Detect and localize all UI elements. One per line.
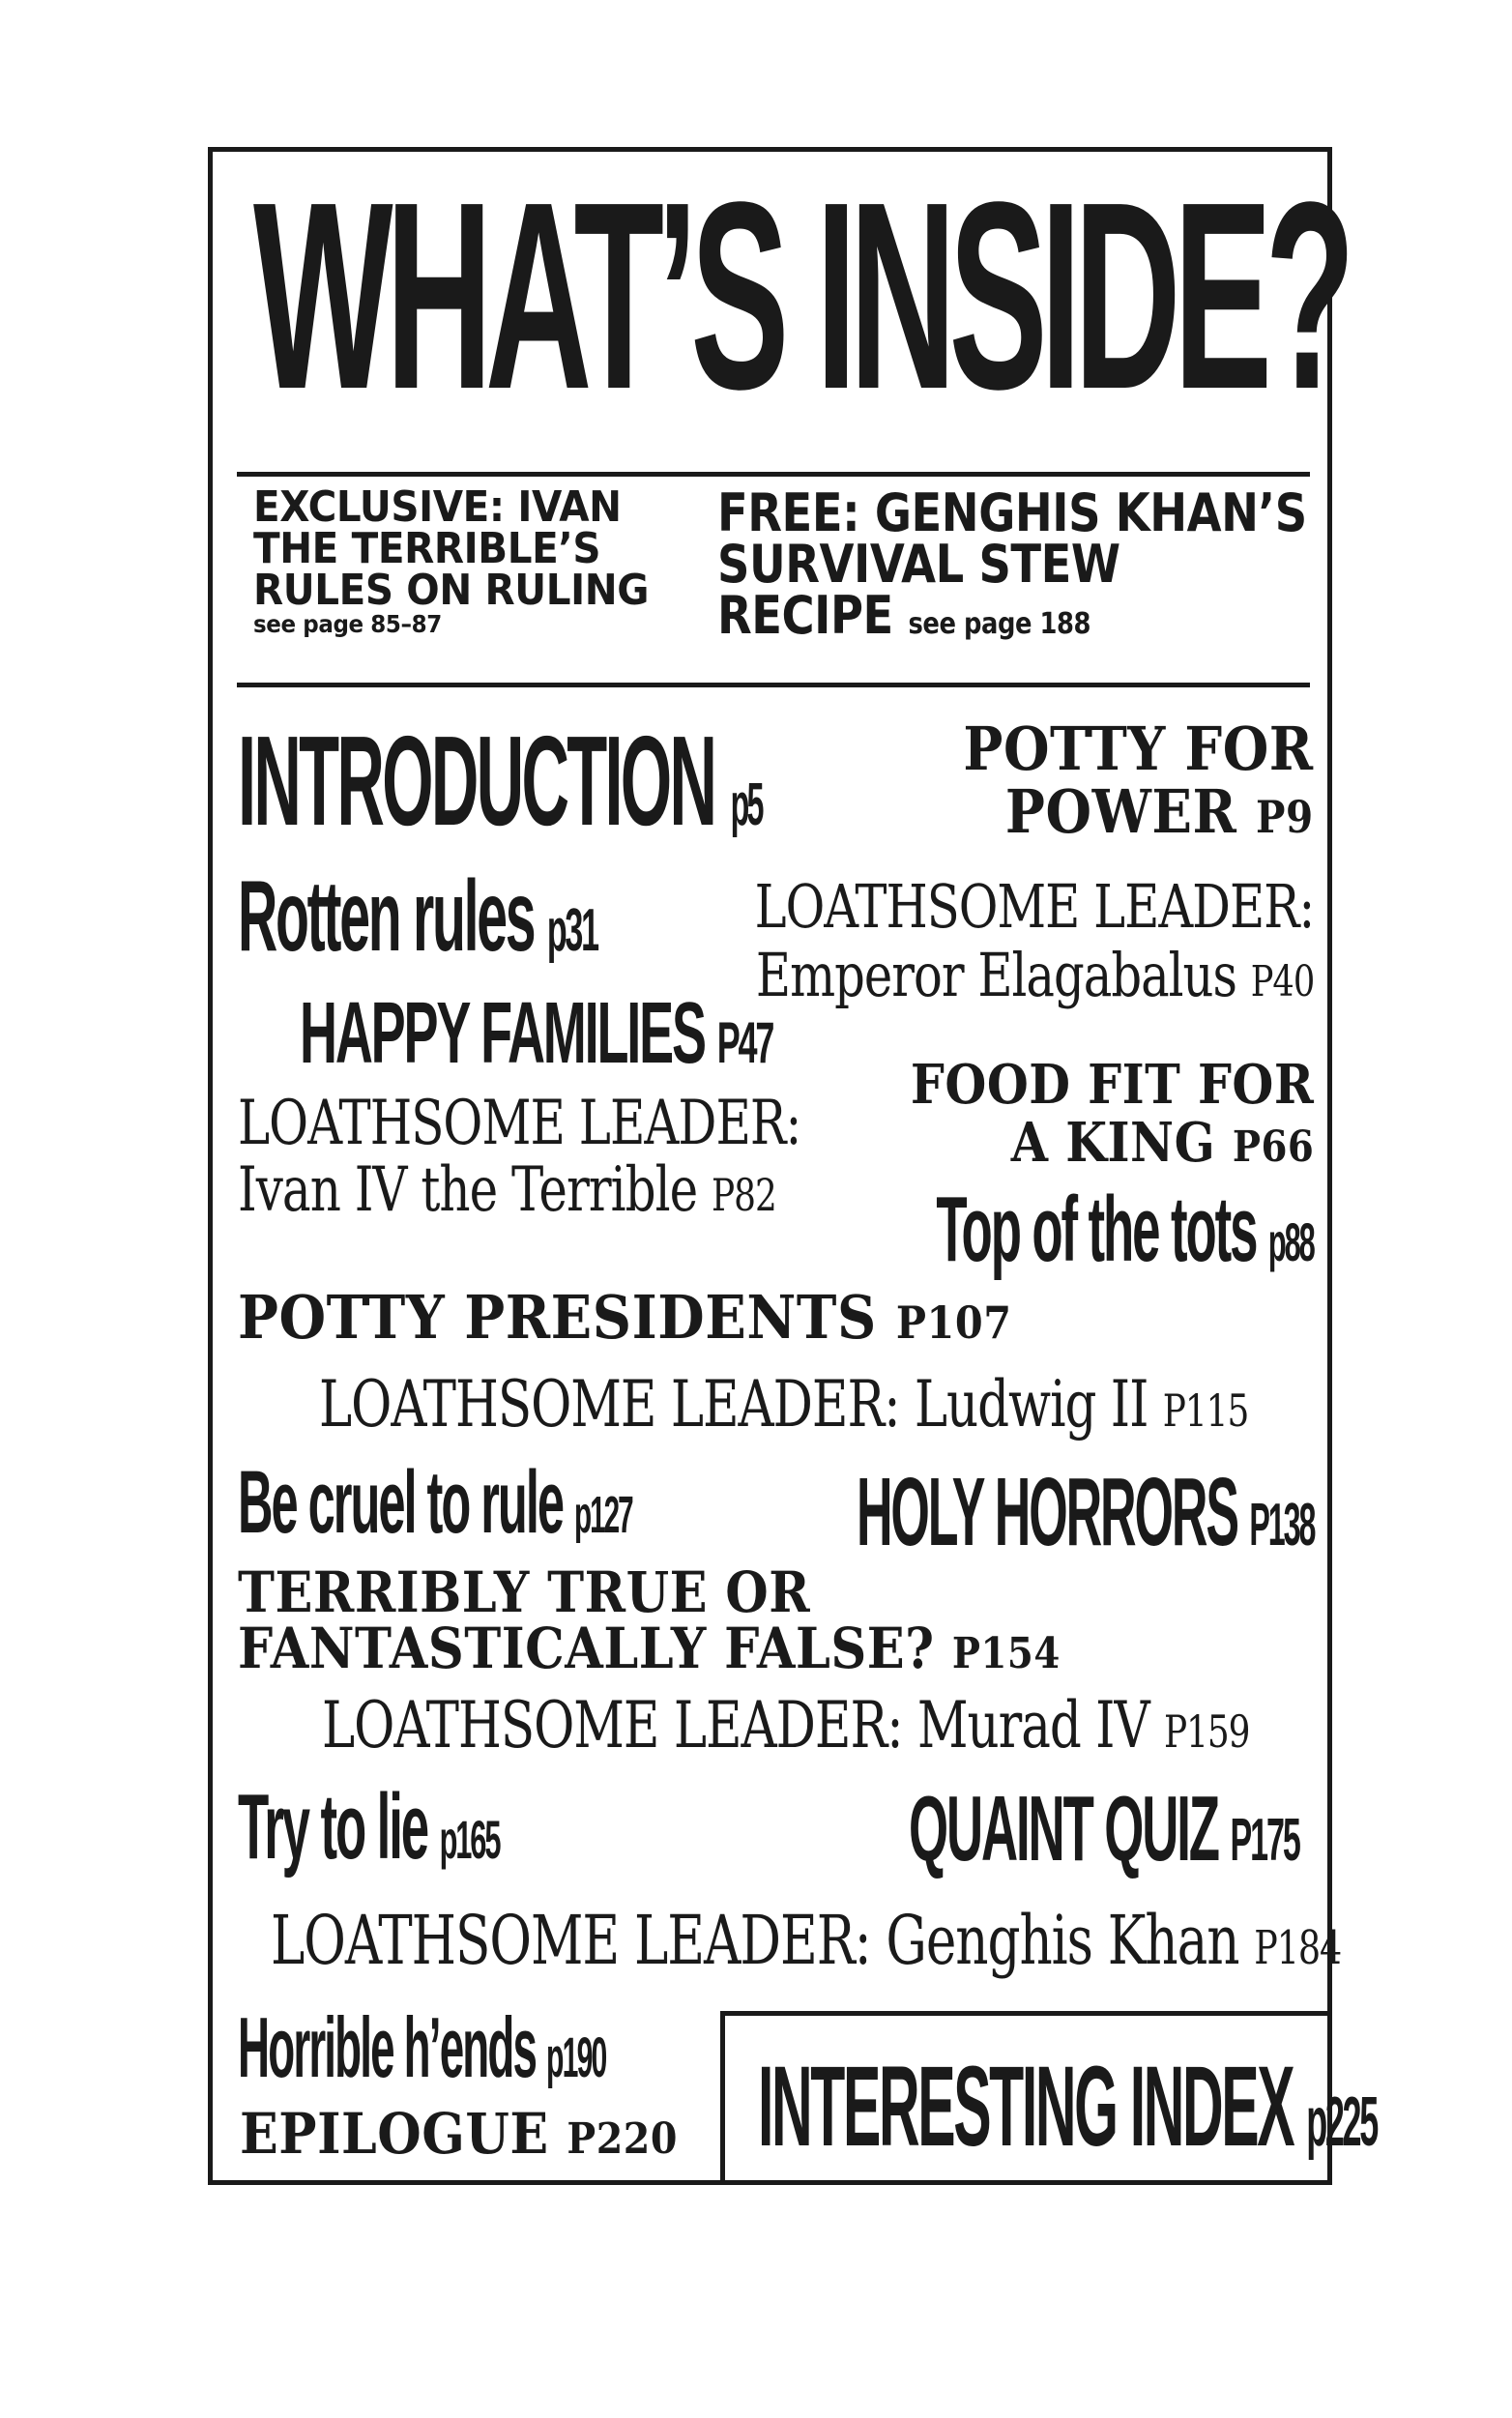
entry-horrible-hends: Horrible h’ends p190 [238, 1999, 606, 2095]
entry-leader-ivan: LOATHSOME LEADER: Ivan IV the Terrible P82 [238, 1088, 801, 1227]
entry-leader-elagabalus: LOATHSOME LEADER: Emperor Elagabalus P40 [754, 871, 1314, 1011]
entry-try-lie: Try to lie p165 [238, 1775, 500, 1879]
promo-ivan-page: see page 85–87 [253, 610, 442, 639]
promo-genghis [717, 482, 1307, 646]
entry-epilogue: EPILOGUE P220 [240, 2101, 678, 2167]
entry-true-false: TERRIBLY TRUE OR FANTASTICALLY FALSE? P154 [238, 1559, 1061, 1681]
entry-holy-horrors: HOLY HORRORS P138 [856, 1458, 1314, 1566]
entry-introduction: INTRODUCTION p5 [238, 710, 762, 852]
entry-food-fit: FOOD FIT FOR A KING P66 [910, 1053, 1314, 1176]
entry-index: INTERESTING INDEX p225 [758, 2043, 1377, 2170]
entry-be-cruel: Be cruel to rule p127 [238, 1453, 632, 1552]
promo-divider [237, 683, 1310, 687]
promo-genghis-line2: SURVIVAL STEW [717, 533, 1120, 595]
promo-ivan [253, 482, 650, 639]
entry-leader-genghis: LOATHSOME LEADER: Genghis Khan P184 [271, 1901, 1342, 1980]
entry-leader-ludwig: LOATHSOME LEADER: Ludwig II P115 [319, 1367, 1249, 1442]
entry-happy-families: HAPPY FAMILIES P47 [300, 985, 773, 1082]
entry-potty-power: POTTY FOR POWER P9 [963, 714, 1314, 848]
title-divider [237, 472, 1310, 477]
promo-ivan-line3: RULES ON RULING [253, 566, 650, 616]
entry-leader-murad: LOATHSOME LEADER: Murad IV P159 [322, 1688, 1250, 1763]
promo-ivan-line2: THE TERRIBLE’S [253, 524, 601, 574]
entry-top-tots: Top of the tots p88 [936, 1178, 1314, 1281]
promo-genghis-line3: RECIPE [717, 584, 893, 646]
promo-genghis-line1: FREE: GENGHIS KHAN’S [717, 482, 1307, 543]
page-title: WHAT’S INSIDE? [253, 147, 1349, 445]
entry-quaint-quiz: QUAINT QUIZ P175 [909, 1777, 1299, 1880]
entry-potty-presidents: POTTY PRESIDENTS P107 [238, 1282, 1012, 1353]
promo-ivan-line1: EXCLUSIVE: IVAN [253, 482, 622, 532]
promo-genghis-page: see page 188 [908, 606, 1090, 641]
entry-rotten-rules: Rotten rules p31 [238, 860, 597, 973]
